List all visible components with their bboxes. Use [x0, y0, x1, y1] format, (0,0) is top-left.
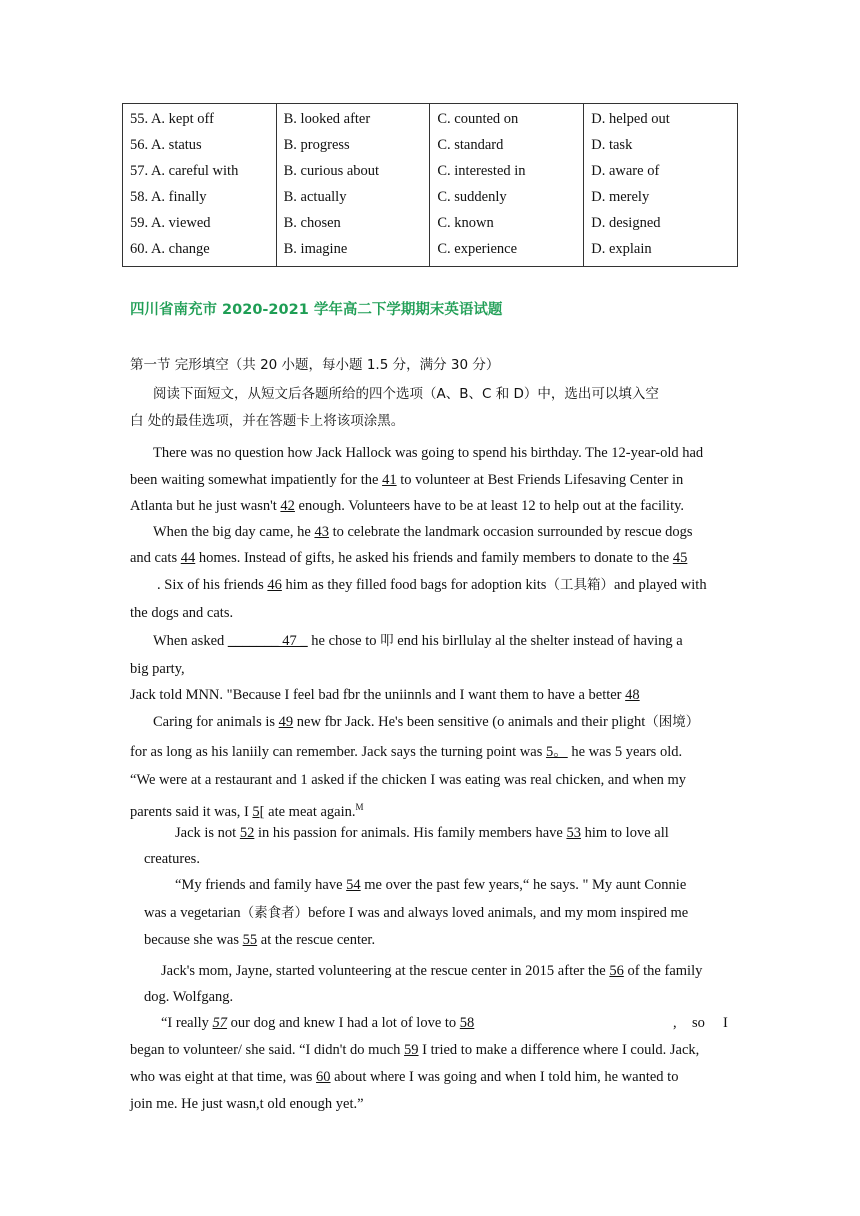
blank-44: 44 — [180, 550, 196, 566]
p4-line-4: parents said it was, I 5[ ate meat again.$^M$ — [130, 802, 364, 820]
option-cell: B. looked after — [276, 104, 430, 133]
instruction-line-2: 白 处的最佳选项，并在答题卡上将该项涂黑。 — [130, 413, 405, 429]
options-row — [123, 104, 738, 133]
instruction-line-1: 阅读下面短文，从短文后各题所给的四个选项（A、B、C 和 D）中，选出可以填入空 — [153, 386, 659, 402]
blank-53: 53 — [566, 825, 581, 841]
p2-line-4: the dogs and cats. — [130, 605, 234, 621]
p2-line-2: and cats 44 homes. Instead of gifts, he asked his friends and family members to donate to the 45 — [130, 550, 688, 566]
p6-line-3: because she was 55 at the rescue center. — [144, 932, 376, 948]
blank-51: 5[ — [252, 803, 265, 820]
blank-58: 58 — [459, 1015, 475, 1031]
blank-42: 42 — [280, 498, 295, 514]
blank-47: _______ 47 _ — [227, 633, 308, 649]
option-cell: D. task — [584, 132, 738, 158]
blank-54: 54 — [346, 877, 361, 893]
option-cell: D. helped out — [584, 104, 738, 133]
option-cell: C. standard — [430, 132, 584, 158]
p1-line-1: There was no question how Jack Hallock was going to spend his birthday. The 12-year-old had — [153, 445, 704, 461]
p8-line-4: join me. He just wasn,t old enough yet.” — [130, 1096, 364, 1112]
p5-line-1: Jack is not 52 in his passion for animals. His family members have 53 him to love all — [175, 825, 669, 841]
p4-line-1: Caring for animals is 49 new fbr Jack. He's been sensitive (o animals and their plight（困境） — [153, 714, 700, 730]
blank-59: 59 — [404, 1042, 419, 1058]
blank-49: 49 — [278, 714, 294, 730]
option-cell: C. known — [430, 210, 584, 236]
p8-so: so — [692, 1015, 705, 1031]
option-cell: B. curious about — [276, 158, 430, 184]
p3-line-1: When asked _______ 47 _ he chose to 叩 end his birllulay al the shelter instead of having a — [153, 633, 683, 649]
p6-line-1: “My friends and family have 54 me over the past few years,“ he says. " My aunt Connie — [175, 877, 687, 893]
blank-50: 5。 — [545, 744, 568, 760]
p7-line-1: Jack's mom, Jayne, started volunteering at the rescue center in 2015 after the 56 of the family — [161, 963, 703, 979]
p8-i: I — [723, 1015, 728, 1031]
blank-46: 46 — [267, 577, 282, 593]
option-cell: C. interested in — [430, 158, 584, 184]
p1-line-2: been waiting somewhat impatiently for the 41 to volunteer at Best Friends Lifesaving Center in — [130, 472, 684, 488]
p1-line-3: Atlanta but he just wasn't 42 enough. Volunteers have to be at least 12 to help out at the facility. — [130, 498, 685, 514]
option-cell: 58. A. finally — [123, 184, 277, 210]
section-title: 第一节 完形填空（共 20 小题，每小题 1.5 分，满分 30 分） — [130, 357, 500, 373]
option-cell: C. experience — [430, 236, 584, 267]
options-row — [123, 158, 738, 184]
options-row — [123, 236, 738, 267]
p3-line-3: Jack told MNN. "Because I feel bad fbr the uniinnls and I want them to have a better 48 — [130, 687, 640, 703]
p2-line-3: . Six of his friends 46 him as they filled food bags for adoption kits（工具箱）and played with — [157, 577, 707, 593]
option-cell: C. counted on — [430, 104, 584, 133]
p4-line-3: “We were at a restaurant and 1 asked if the chicken I was eating was real chicken, and when my — [130, 772, 687, 788]
option-cell: B. progress — [276, 132, 430, 158]
p8-line-3: who was eight at that time, was 60 about where I was going and when I told him, he wanted to — [130, 1069, 679, 1085]
p5-line-2: creatures. — [144, 851, 200, 867]
option-cell: D. explain — [584, 236, 738, 267]
blank-41: 41 — [382, 472, 397, 488]
p8-comma: , — [673, 1015, 677, 1031]
option-cell: C. suddenly — [430, 184, 584, 210]
option-cell: B. chosen — [276, 210, 430, 236]
exam-heading: 四川省南充市 2020-2021 学年高二下学期期末英语试题 — [130, 302, 503, 318]
option-cell: B. imagine — [276, 236, 430, 267]
option-cell: 57. A. careful with — [123, 158, 277, 184]
blank-55: 55 — [242, 932, 258, 948]
p6-line-2: was a vegetarian（素食者）before I was and always loved animals, and my mom inspired me — [144, 905, 689, 921]
options-row — [123, 132, 738, 158]
option-cell: D. aware of — [584, 158, 738, 184]
option-cell: D. designed — [584, 210, 738, 236]
options-row — [123, 184, 738, 210]
blank-57: 57 — [212, 1015, 228, 1031]
options-table — [122, 103, 738, 267]
p8-line-2: began to volunteer/ she said. “I didn't do much 59 I tried to make a difference where I could. Jack, — [130, 1042, 700, 1058]
p8-line-1: “I really 57 our dog and knew I had a lot of love to 58 — [161, 1015, 475, 1031]
option-cell: 56. A. status — [123, 132, 277, 158]
option-cell: 59. A. viewed — [123, 210, 277, 236]
p2-line-1: When the big day came, he 43 to celebrate the landmark occasion surrounded by rescue dogs — [153, 524, 693, 540]
blank-45: 45 — [672, 550, 688, 566]
option-cell: 55. A. kept off — [123, 104, 277, 133]
blank-60: 60 — [316, 1069, 331, 1085]
option-cell: D. merely — [584, 184, 738, 210]
option-cell: B. actually — [276, 184, 430, 210]
p7-line-2: dog. Wolfgang. — [144, 989, 234, 1005]
blank-43: 43 — [314, 524, 329, 540]
p4-line-2: for as long as his laniily can remember. Jack says the turning point was 5。 he was 5 years old. — [130, 744, 683, 760]
option-cell: 60. A. change — [123, 236, 277, 267]
options-row — [123, 210, 738, 236]
blank-52: 52 — [239, 825, 255, 841]
blank-48: 48 — [625, 687, 640, 703]
p3-line-2: big party, — [130, 661, 185, 677]
blank-56: 56 — [609, 963, 624, 979]
